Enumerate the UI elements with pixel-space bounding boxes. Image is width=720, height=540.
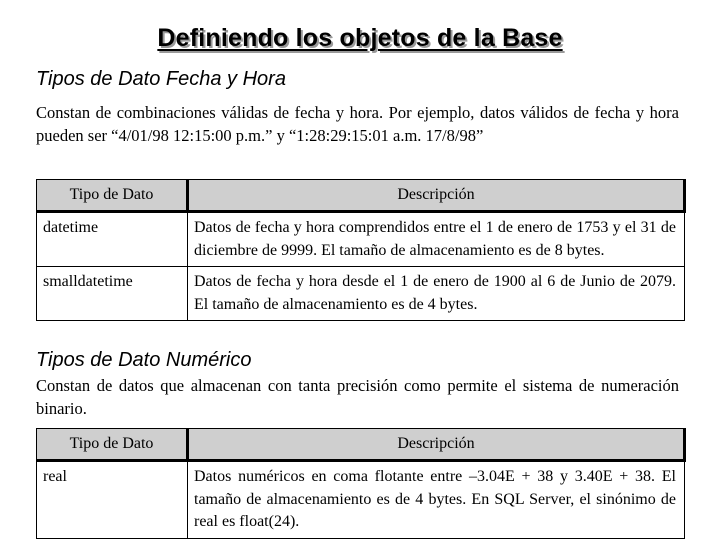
slide-title: Definiendo los objetos de la Base [157, 24, 563, 52]
section-heading-numeric: Tipos de Dato Numérico [36, 349, 252, 371]
type-cell: real [37, 461, 188, 539]
column-header-description: Descripción [188, 429, 685, 461]
column-header-type: Tipo de Dato [37, 180, 188, 212]
description-cell: Datos de fecha y hora desde el 1 de enero de 1900 al 6 de Junio de 2079. El tamaño de almacenamiento es de 4 bytes. [188, 267, 685, 321]
section-intro-datetime: Constan de combinaciones válidas de fecha y hora. Por ejemplo, datos válidos de fecha y hora pueden ser “4/01/98 12:15:00 p.m.” y “1:28:29:15:01 a.m. 17/8/98” [36, 103, 679, 145]
column-header-type: Tipo de Dato [37, 429, 188, 461]
section-intro-numeric: Constan de datos que almacenan con tanta precisión como permite el sistema de numeración binario. [36, 376, 679, 418]
table-row [37, 267, 685, 321]
description-cell: Datos numéricos en coma flotante entre –3.04E + 38 y 3.40E + 38. El tamaño de almacenamiento es de 4 bytes. En SQL Server, el sinónimo de real es float(24). [188, 461, 685, 539]
numeric-types-table [36, 428, 686, 539]
description-cell: Datos de fecha y hora comprendidos entre el 1 de enero de 1753 y el 31 de diciembre de 9999. El tamaño de almacenamiento es de 8 bytes. [188, 212, 685, 267]
datetime-types-table [36, 179, 686, 321]
column-header-description: Descripción [188, 180, 685, 212]
table-row [37, 461, 685, 539]
type-cell: datetime [37, 212, 188, 267]
table-header-row [37, 429, 685, 461]
table-header-row [37, 180, 685, 212]
table-row [37, 212, 685, 267]
type-cell: smalldatetime [37, 267, 188, 321]
section-heading-datetime: Tipos de Dato Fecha y Hora [36, 68, 286, 90]
